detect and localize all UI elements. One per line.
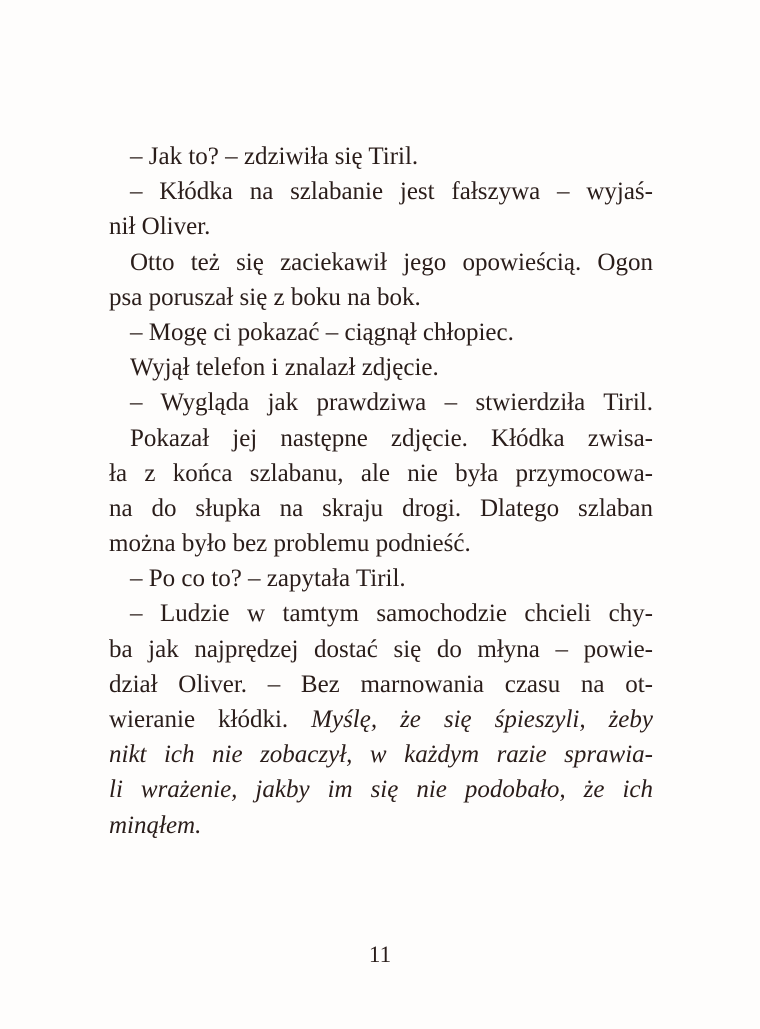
text-line: nił Oliver. xyxy=(109,213,211,241)
text-line xyxy=(109,702,653,737)
body-text xyxy=(109,139,653,843)
text-line: dział Oliver. – Bez marnowania czasu na ot- xyxy=(109,670,653,698)
text-line: można było bez problemu podnieść. xyxy=(109,530,471,558)
text-line: Pokazał jej następne zdjęcie. Kłódka zwisa- xyxy=(130,424,653,452)
text-line: Otto też się zaciekawił jego opowieścią. Ogon xyxy=(130,248,653,276)
text-line: ba jak najprędzej dostać się do młyna – powie- xyxy=(109,635,653,663)
text-line: Wyjął telefon i znalazł zdjęcie. xyxy=(130,354,439,382)
text-line: psa poruszał się z boku na bok. xyxy=(109,283,421,311)
text-line: minąłem. xyxy=(109,811,202,839)
text-line: na do słupka na skraju drogi. Dlatego szlaban xyxy=(109,494,653,522)
text-line: – Po co to? – zapytała Tiril. xyxy=(130,565,406,593)
text-line: nikt ich nie zobaczył, w każdym razie sprawia- xyxy=(109,741,653,769)
text-line: li wrażenie, jakby im się nie podobało, że ich xyxy=(109,776,653,804)
text-line: – Jak to? – zdziwiła się Tiril. xyxy=(130,143,419,170)
page-number: 11 xyxy=(368,942,392,967)
text-line: – Wygląda jak prawdziwa – stwierdziła Tiril. xyxy=(130,389,653,417)
text-line: – Kłódka na szlabanie jest fałszywa – wyjaś- xyxy=(130,178,653,206)
italic-text-segment: Myślę, że się śpieszyli, żeby xyxy=(311,706,653,733)
text-line: – Mogę ci pokazać – ciągnął chłopiec. xyxy=(130,318,514,346)
text-line: ła z końca szlabanu, ale nie była przymocowa- xyxy=(109,459,653,487)
text-segment: wieranie kłódki. xyxy=(109,706,312,733)
text-line: – Ludzie w tamtym samochodzie chcieli chy- xyxy=(130,600,653,628)
